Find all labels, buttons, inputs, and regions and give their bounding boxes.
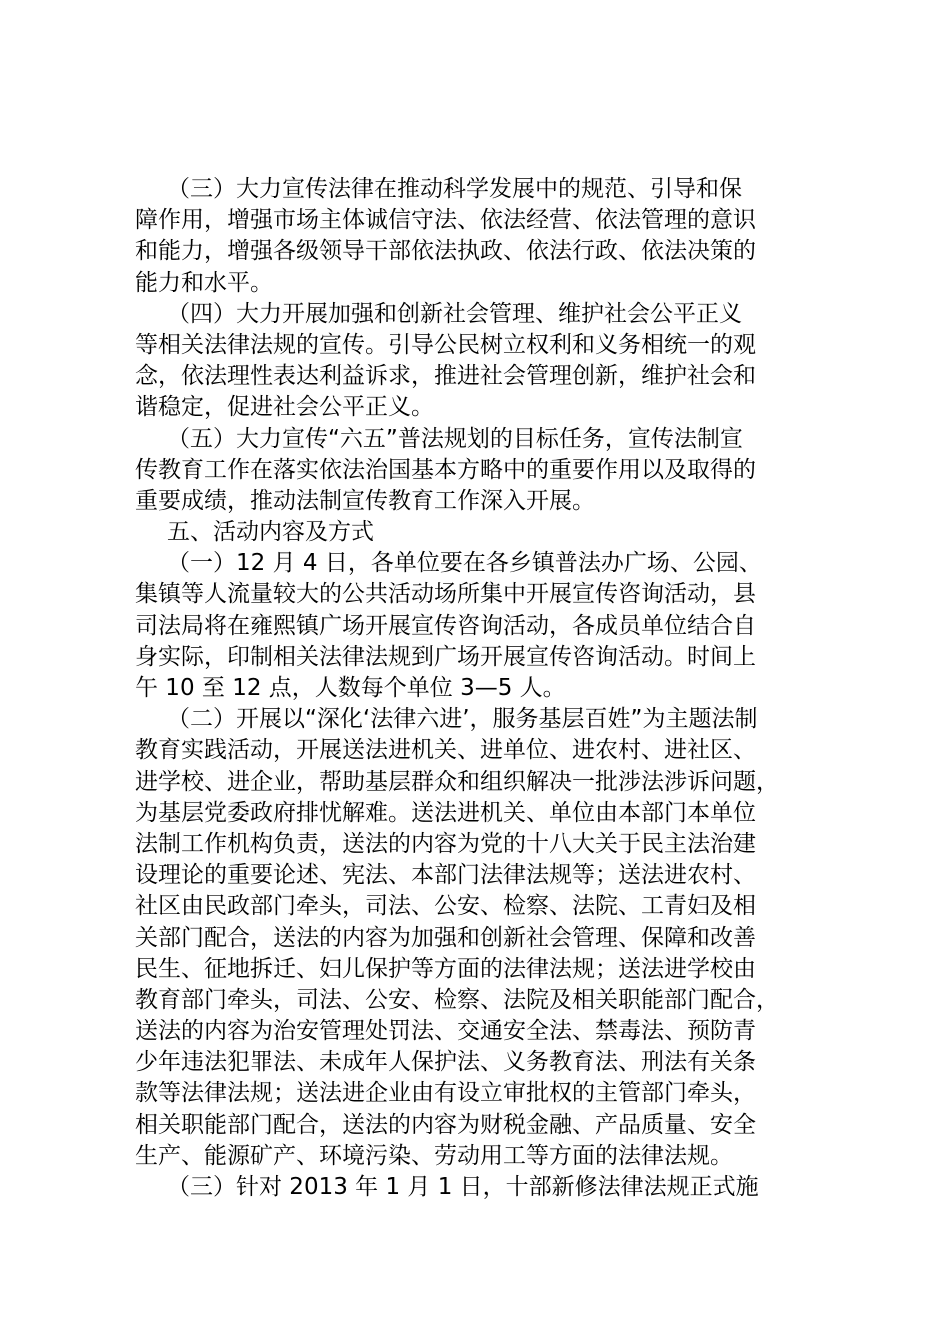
text-line: 障作用，增强市场主体诚信守法、依法经营、依法管理的意识 [135, 207, 756, 234]
text-line: 教育部门牵头，司法、公安、检察、法院及相关职能部门配合， [135, 986, 779, 1013]
text-line: 身实际，印制相关法律法规到广场开展宣传咨询活动。时间上 [135, 643, 756, 670]
text-line: 民生、征地拆迁、妇儿保护等方面的法律法规；送法进学校由 [135, 955, 756, 982]
text-line: 为基层党委政府排忧解难。送法进机关、单位由本部门本单位 [135, 799, 756, 826]
text-line: （五）大力宣传“六五”普法规划的目标任务，宣传法制宣 [167, 425, 743, 452]
text-line: （一）12 月 4 日，各单位要在各乡镇普法办广场、公园、 [167, 550, 762, 577]
text-line: 重要成绩，推动法制宣传教育工作深入开展。 [135, 487, 595, 514]
text-line: 送法的内容为治安管理处罚法、交通安全法、禁毒法、预防青 [135, 1018, 756, 1045]
text-line: （三）针对 2013 年 1 月 1 日，十部新修法律法规正式施 [167, 1174, 759, 1200]
text-line: 午 10 至 12 点，人数每个单位 3—5 人。 [135, 675, 566, 701]
text-line: 和能力，增强各级领导干部依法执政、依法行政、依法决策的 [135, 238, 756, 265]
text-line: 设理论的重要论述、宪法、本部门法律法规等；送法进农村、 [135, 862, 756, 889]
text-line: 能力和水平。 [135, 269, 273, 296]
text-line: 社区由民政部门牵头，司法、公安、检察、法院、工青妇及相 [135, 893, 756, 920]
text-line: （三）大力宣传法律在推动科学发展中的规范、引导和保 [167, 176, 742, 202]
text-line: 传教育工作在落实依法治国基本方略中的重要作用以及取得的 [135, 456, 756, 483]
text-line: 念，依法理性表达利益诉求，推进社会管理创新，维护社会和 [135, 363, 756, 390]
text-line: （二）开展以“深化‘法律六进’，服务基层百姓”为主题法制 [167, 706, 758, 733]
text-line: 进学校、进企业，帮助基层群众和组织解决一批涉法涉诉问题， [135, 768, 779, 795]
text-line: 款等法律法规；送法进企业由有设立审批权的主管部门牵头， [135, 1080, 756, 1107]
text-line: 教育实践活动，开展送法进机关、进单位、进农村、进社区、 [135, 737, 756, 764]
text-line: 少年违法犯罪法、未成年人保护法、义务教育法、刑法有关条 [135, 1049, 756, 1076]
text-line: 法制工作机构负责，送法的内容为党的十八大关于民主法治建 [135, 830, 756, 857]
text-line: 五、活动内容及方式 [167, 519, 374, 546]
text-line: 关部门配合，送法的内容为加强和创新社会管理、保障和改善 [135, 924, 756, 951]
text-line: 谐稳定，促进社会公平正义。 [135, 394, 434, 421]
text-line: 相关职能部门配合，送法的内容为财税金融、产品质量、安全 [135, 1111, 756, 1138]
text-line: （四）大力开展加强和创新社会管理、维护社会公平正义 [167, 300, 742, 327]
text-line: 集镇等人流量较大的公共活动场所集中开展宣传咨询活动，县 [135, 581, 756, 608]
text-line: 生产、能源矿产、环境污染、劳动用工等方面的法律法规。 [135, 1142, 733, 1169]
text-line: 司法局将在雍熙镇广场开展宣传咨询活动，各成员单位结合自 [135, 612, 756, 639]
text-line: 等相关法律法规的宣传。引导公民树立权利和义务相统一的观 [135, 331, 756, 358]
document-body [135, 174, 825, 1203]
